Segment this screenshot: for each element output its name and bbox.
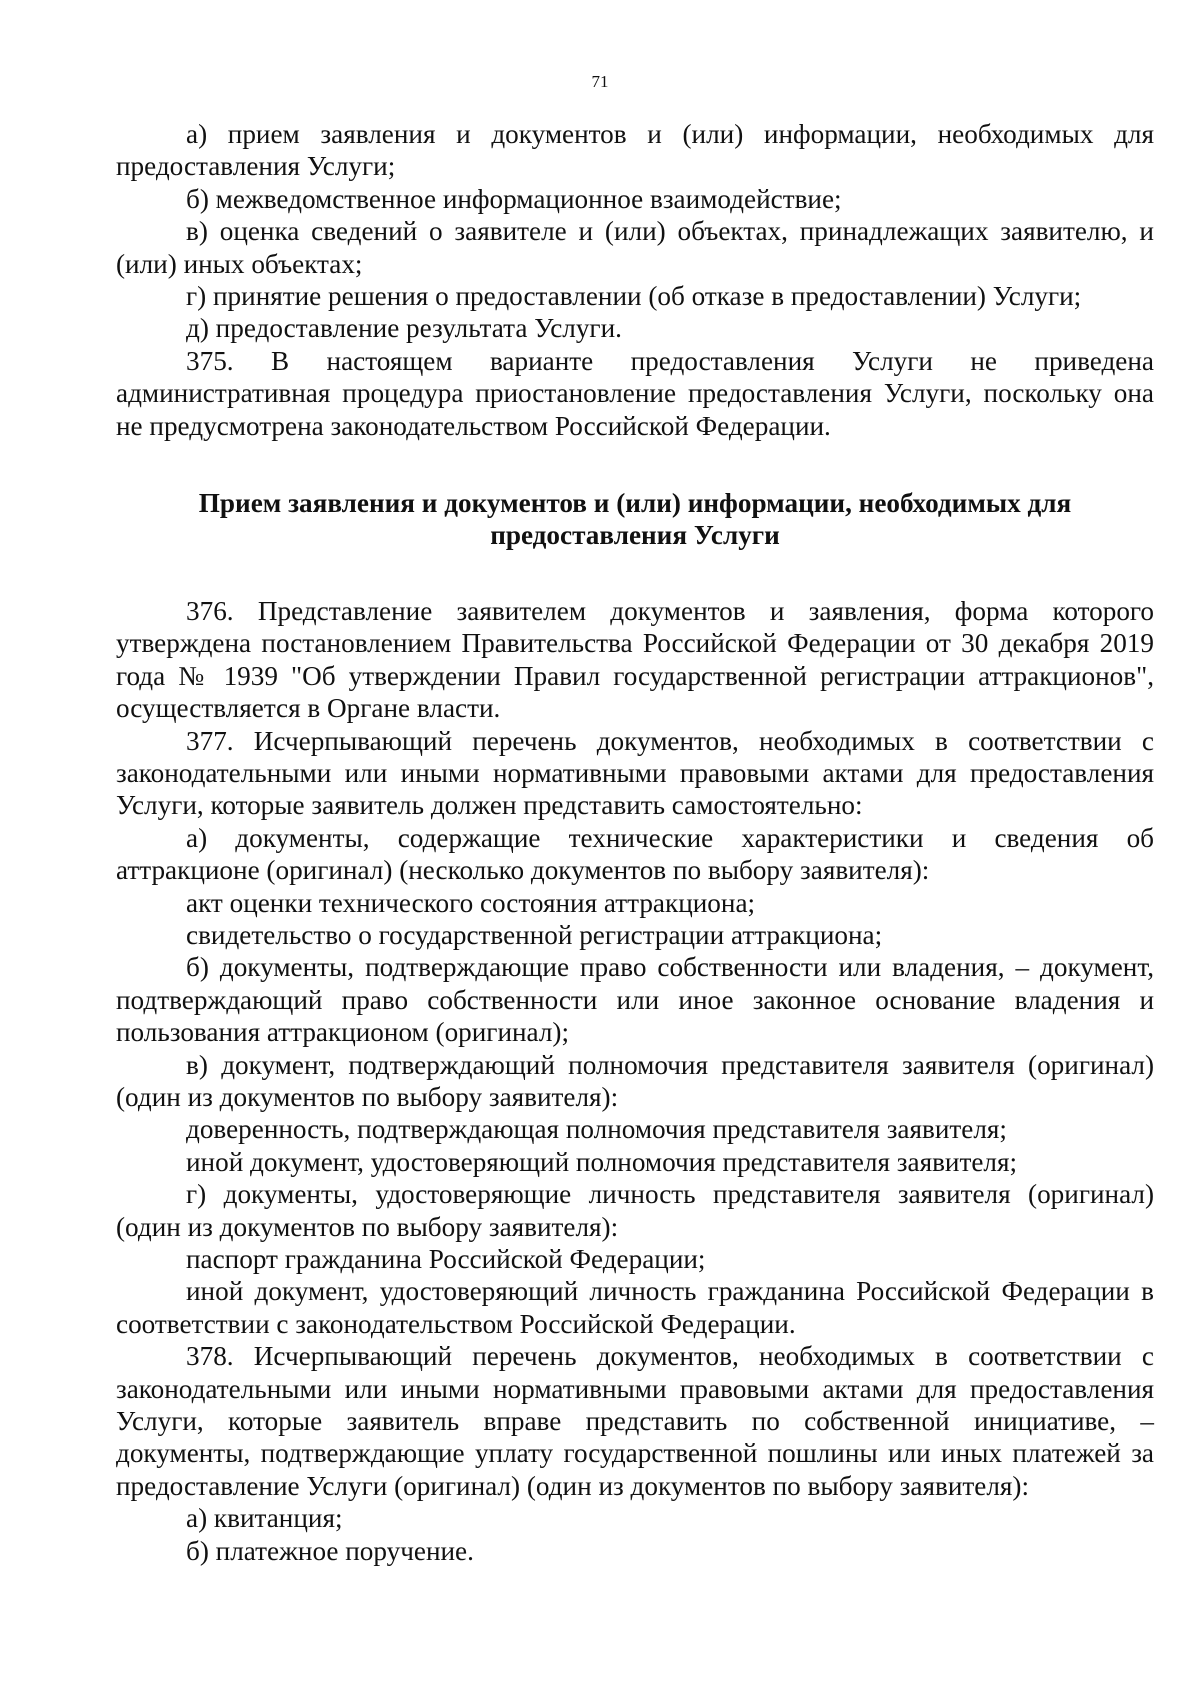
list-item-377-v-2: иной документ, удостоверяющий полномочия представителя заявителя; [186, 1146, 1018, 1177]
paragraph-378: 378. Исчерпывающий перечень документов, необходимых в соответствии с законодательными или иными нормативными правовыми актами для предоставления Услуги, которые заявитель вправе представить по собственной инициативе, – документы, подтверждающие уплату государственной пошлины или иных платежей за предоставление Услуги (оригинал) (один из документов по выбору заявителя): [116, 1341, 1154, 1501]
paragraph-item-d: д) предоставление результата Услуги. [186, 313, 622, 344]
paragraph-item-a: а) прием заявления и документов и (или) информации, необходимых для предоставления Услуги; [116, 119, 1154, 182]
paragraph-item-g: г) принятие решения о предоставлении (об отказе в предоставлении) Услуги; [186, 281, 1082, 312]
paragraph-375: 375. В настоящем варианте предоставления Услуги не приведена административная процедура приостановление предоставления Услуги, поскольку она не предусмотрена законодательством Российской Федерации. [116, 345, 1154, 441]
list-item-377-a-1: акт оценки технического состояния аттракциона; [186, 887, 756, 918]
paragraph-378-a: а) квитанция; [186, 1503, 343, 1534]
paragraph-377-g: г) документы, удостоверяющие личность представителя заявителя (оригинал) (один из документов по выбору заявителя): [116, 1179, 1154, 1242]
paragraph-item-v: в) оценка сведений о заявителе и (или) объектах, принадлежащих заявителю, и (или) иных объектах; [116, 216, 1154, 279]
section-heading-line2: предоставления Услуги [490, 520, 780, 551]
paragraph-item-b: б) межведомственное информационное взаимодействие; [186, 183, 842, 214]
list-item-377-g-1: паспорт гражданина Российской Федерации; [186, 1244, 706, 1274]
page-number: 71 [591, 72, 609, 91]
paragraph-377-a: а) документы, содержащие технические характеристики и сведения об аттракционе (оригинал) (несколько документов по выбору заявителя): [116, 822, 1154, 886]
section-heading [116, 487, 1154, 552]
paragraph-376: 376. Представление заявителем документов и заявления, форма которого утверждена постановлением Правительства Российской Федерации от 30 декабря 2019 года № 1939 "Об утверждении Правил государственной регистрации аттракционов", осуществляется в Органе власти. [116, 595, 1154, 724]
paragraph-377-b: б) документы, подтверждающие право собственности или владения, – документ, подтверждающий право собственности или иное законное основание владения и пользования аттракционом (оригинал); [116, 952, 1154, 1048]
list-item-377-a-2: свидетельство о государственной регистрации аттракциона; [186, 919, 883, 950]
paragraph-377-v: в) документ, подтверждающий полномочия представителя заявителя (оригинал) (один из документов по выбору заявителя): [116, 1049, 1154, 1112]
paragraph-378-b: б) платежное поручение. [186, 1535, 474, 1566]
section-heading-line1: Прием заявления и документов и (или) информации, необходимых для [198, 488, 1072, 519]
paragraph-377-g-2: иной документ, удостоверяющий личность гражданина Российской Федерации в соответствии с законодательством Российской Федерации. [116, 1276, 1154, 1339]
list-item-377-v-1: доверенность, подтверждающая полномочия представителя заявителя; [186, 1114, 1007, 1145]
paragraph-377: 377. Исчерпывающий перечень документов, необходимых в соответствии с законодательными или иными нормативными правовыми актами для предоставления Услуги, которые заявитель должен представить самостоятельно: [116, 725, 1154, 821]
document-body [116, 118, 1154, 1567]
